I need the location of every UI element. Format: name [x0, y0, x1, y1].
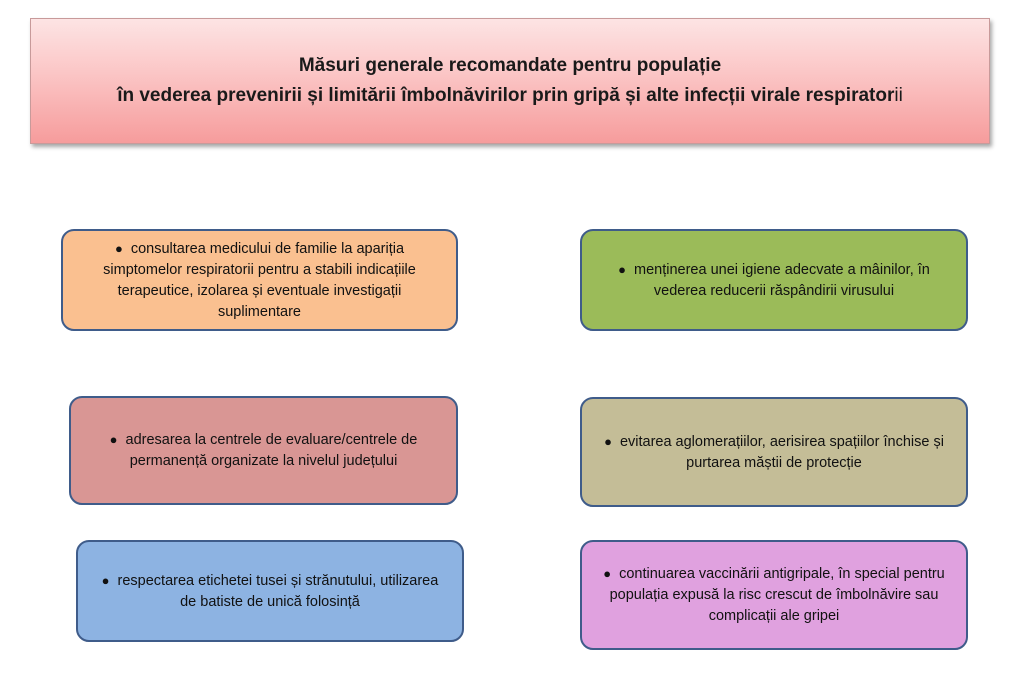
measure-box-hand-hygiene [580, 229, 968, 331]
measure-text: respectarea etichetei tusei și strănutului, utilizarea de batiste de unică folosință [117, 572, 439, 610]
bullet-icon: ● [114, 240, 123, 256]
title-line-2 [117, 81, 903, 111]
measure-text: menținerea unei igiene adecvate a mâinilor, în vederea reducerii răspândirii virusului [634, 261, 930, 299]
title-line-1: Măsuri generale recomandate pentru populație [298, 55, 722, 76]
title-banner [30, 18, 990, 144]
measure-box-consult-doctor [61, 229, 458, 331]
measure-box-vaccination [580, 540, 968, 650]
bullet-icon: ● [604, 433, 612, 449]
bullet-icon: ● [109, 432, 118, 447]
title-line-2-tail: ii [894, 85, 903, 106]
measure-box-avoid-crowds [580, 397, 968, 507]
measure-box-evaluation-centers [69, 396, 458, 505]
bullet-icon: ● [618, 261, 627, 277]
bullet-icon: ● [101, 572, 110, 588]
measure-text: adresarea la centrele de evaluare/centrele de permanență organizate la nivelul județului [125, 432, 418, 469]
measure-text: continuarea vaccinării antigripale, în special pentru populația expusă la risc crescut de îmbolnăvire sau complicații ale gripei [609, 566, 945, 624]
bullet-icon: ● [603, 566, 612, 581]
title-line-2-main: în vederea prevenirii și limitării îmbolnăvirilor prin gripă și alte infecții virale respirator [117, 85, 895, 106]
measure-text: evitarea aglomerațiilor, aerisirea spațiilor închise și purtarea măștii de protecție [619, 433, 944, 471]
measure-box-cough-etiquette [76, 540, 464, 642]
measure-text: consultarea medicului de familie la apariția simptomelor respiratorii pentru a stabili indicațiile terapeutice, izolarea și eventuale investigații suplimentare [103, 240, 416, 320]
